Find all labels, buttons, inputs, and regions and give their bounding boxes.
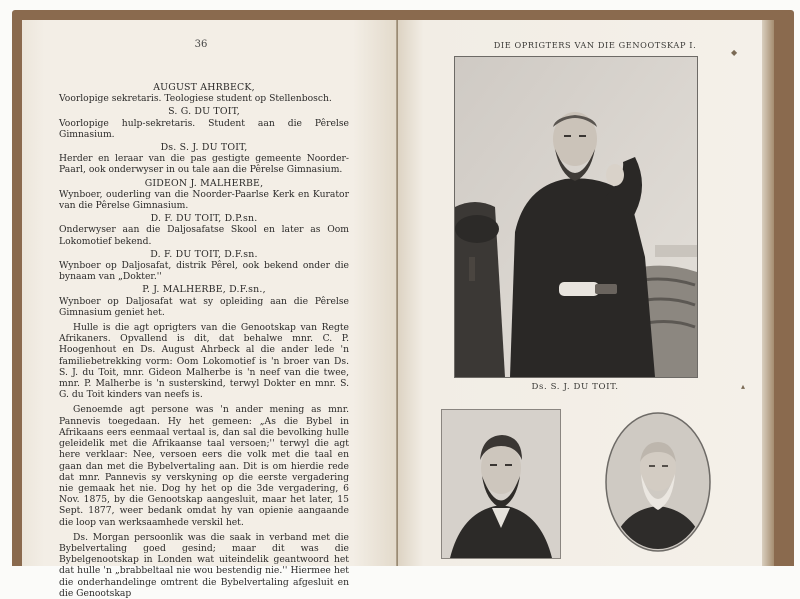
page-edge [762,20,774,566]
member-entry [59,178,349,212]
member-description: Wynboer op Daljosafat wat sy opleiding aan die Pêrelse Gimnasium geniet het. [59,295,349,318]
portrait-caption: Ds. S. J. DU TOIT. [531,382,619,392]
running-head: DIE OPRIGTERS VAN DIE GENOOTSKAP I. [493,40,697,50]
member-name: P. J. MALHERBE, D.F.sn., [142,284,266,296]
member-entry [59,249,349,283]
member-name: GIDEON J. MALHERBE, [144,177,264,189]
member-name: D. F. DU TOIT, D.P.sn. [150,213,258,225]
member-description: Voorlopige hulp-sekretaris. Student aan die Pêrelse Gimnasium. [59,117,349,140]
member-entry [59,213,349,247]
portrait-photo-oval-elder [605,412,711,552]
member-description: Voorlopige sekretaris. Teologiese student op Stellenbosch. [59,93,332,105]
portrait-photo-bearded-man [441,409,561,559]
body-paragraph: Ds. Morgan persoonlik was die saak in verband met die Bybelvertaling goed gesind; maar dit was die Bybelgenootskap in Londen wat uiteindelik geantwoord het dat hulle 'n „brabbeltaal nie wou bestendig nie.'' Hiermee het die onderhandelinge omtrent die Bybelvertaling afgesluit en die Genootskap [59,531,349,599]
member-description: Onderwyser aan die Daljosafatse Skool en later as Oom Lokomotief bekend. [59,224,349,247]
member-name: D. F. DU TOIT, D.F.sn. [150,248,258,260]
ink-speck: ◆ [731,48,738,57]
portrait-photo-seated-man [454,56,698,378]
portrait-image [605,412,711,552]
body-paragraph: Hulle is die agt oprigters van die Genootskap van Regte Afrikaners. Opvallend is dit, dat behalwe mnr. C. P. Hoogenhout en Ds. August Ahrbeck al die ander lede 'n familiebetrekking vorm: Oom Lokomotief is 'n broer van Ds. S. J. du Toit, mnr. Gideon Malherbe is 'n neef van die twee, mnr. P. Malherbe is 'n susterskind, terwyl Dokter en mnr. S. G. du Toit kinders van neefs is. [59,322,349,401]
ink-speck: ▴ [741,382,746,391]
member-description: Wynboer op Daljosafat, distrik Pêrel, ook bekend onder die bynaam van „Dokter.'' [59,260,349,283]
member-name: AUGUST AHRBECK, [153,82,255,93]
member-description: Herder en leraar van die pas gestigte gemeente Noorder-Paarl, ook onderwyser in ou tale aan die Pêrelse Gimnasium. [59,153,349,176]
body-paragraph: Genoemde agt persone was 'n ander mening as mnr. Pannevis toegedaan. Hy het gemeen: „As die Bybel in Afrikaans eers eenmaal vertaal is, dan sal die bevolking hulle geleidelik met die Afrikaanse taal versoen;'' terwyl die agt here verklaar: Nee, versoen eers die volk met die taal en gaan dan met die Bybelvertaling aan. Dit is om hierdie rede dat mnr. Pannevis sy verskyning op die eerste vergadering nie gemaak het nie. Dog hy het op die 3de vergadering, 6 Nov. 1875, by die Genootskap aangesluit, maar het later, 15 Sept. 1877, weer bedank omdat hy van opienie aangaande die loop van werksaamhede verskil het. [59,404,349,528]
member-name: S. G. DU TOIT, [168,106,240,118]
portrait-image [442,410,560,558]
member-entry [59,106,349,140]
member-description: Wynboer, ouderling van die Noorder-Paarlse Kerk en Kurator van die Pêrelse Gimnasium. [59,188,349,212]
portrait-image [455,57,697,377]
left-page-text [59,80,349,599]
page-number: 36 [194,39,208,50]
member-entry [59,82,349,104]
member-entry [59,284,349,318]
member-name: Ds. S. J. DU TOIT, [160,142,248,154]
member-entry [59,142,349,176]
